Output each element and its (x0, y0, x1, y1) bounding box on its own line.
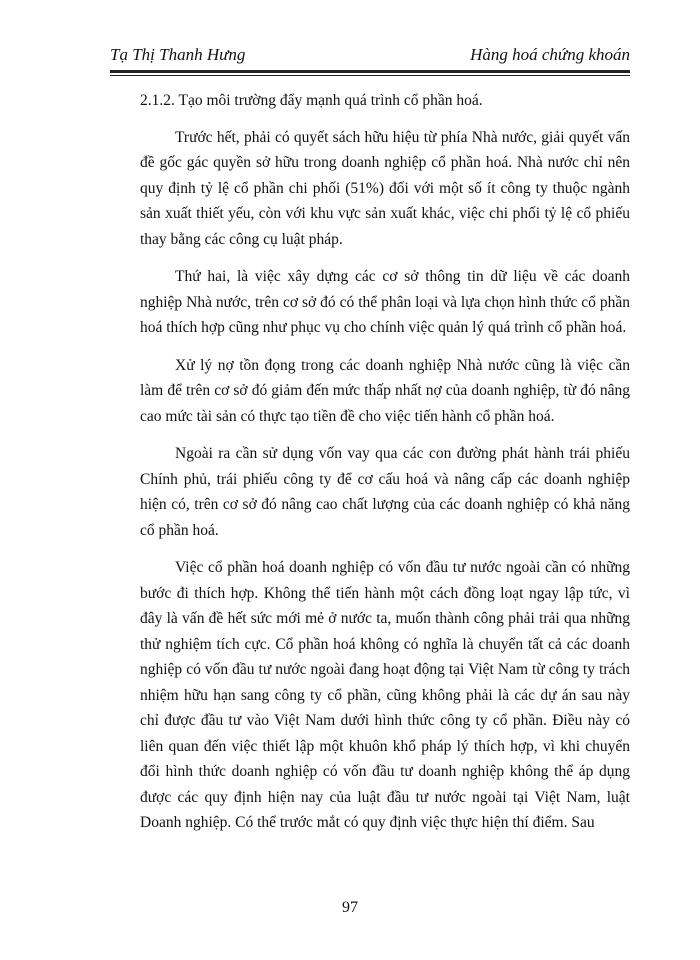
section-heading: 2.1.2. Tạo môi trường đẩy mạnh quá trình cổ phần hoá. (140, 92, 483, 109)
page-header (110, 44, 630, 68)
paragraph-4: Ngoài ra cần sử dụng vốn vay qua các con đường phát hành trái phiếu Chính phủ, trái phiếu công ty để cơ cấu hoá và nâng cấp các doanh nghiệp hiện có, trên cơ sở đó nâng cao chất lượng của các doanh nghiệp có khả năng cổ phần hoá. (140, 445, 630, 539)
document-body (140, 88, 630, 848)
paragraph-2: Thứ hai, là việc xây dựng các cơ sở thông tin dữ liệu về các doanh nghiệp Nhà nước, trên cơ sở đó có thể phân loại và lựa chọn hình thức cổ phần hoá thích hợp cũng như phục vụ cho chính việc quản lý quá trình cổ phần hoá. (140, 268, 630, 336)
paragraph-1: Trước hết, phải có quyết sách hữu hiệu từ phía Nhà nước, giải quyết vấn đề gốc gác quyền sở hữu trong doanh nghiệp cổ phần hoá. Nhà nước chỉ nên quy định tỷ lệ cổ phần chi phối (51%) đối với một số ít công ty thuộc ngành sản xuất thiết yếu, còn với khu vực sản xuất khác, việc chi phối tỷ lệ cổ phiếu thay bằng các công cụ luật pháp. (140, 128, 630, 248)
header-rule-thick (110, 70, 630, 73)
paragraph-3: Xử lý nợ tồn đọng trong các doanh nghiệp Nhà nước cũng là việc cần làm để trên cơ sở đó giảm đến mức thấp nhất nợ của doanh nghiệp, từ đó nâng cao mức tài sản có thực tạo tiền đề cho việc tiến hành cổ phần hoá. (140, 356, 630, 425)
header-rule-thin (110, 75, 630, 76)
header-title: Hàng hoá chứng khoán (470, 45, 630, 64)
header-author: Tạ Thị Thanh Hưng (110, 45, 246, 64)
paragraph-5: Việc cổ phần hoá doanh nghiệp có vốn đầu tư nước ngoài cần có những bước đi thích hợp. Không thể tiến hành một cách đồng loạt ngay lập tức, vì đây là vấn đề hết sức mới mẻ ở nước ta, muốn thành công phải trải qua những thử nghiệm tích cực. Cổ phần hoá không có nghĩa là chuyển tất cả các doanh nghiệp có vốn đầu tư nước ngoài đang hoạt động tại Việt Nam từ công ty trách nhiệm hữu hạn sang công ty cổ phần, cũng không phải là các dự án sau này chỉ được đầu tư vào Việt Nam dưới hình thức công ty cổ phần. Điều này có liên quan đến việc thiết lập một khuôn khổ pháp lý thích hợp, vì khi chuyển đổi hình thức doanh nghiệp có vốn đầu tư doanh nghiệp không thể áp dụng được các quy định hiện nay của luật đầu tư nước ngoài tại Việt Nam, luật Doanh nghiệp. Có thể trước mắt có quy định việc thực hiện thí điểm. Sau (140, 559, 630, 831)
page-number: 97 (342, 899, 358, 916)
